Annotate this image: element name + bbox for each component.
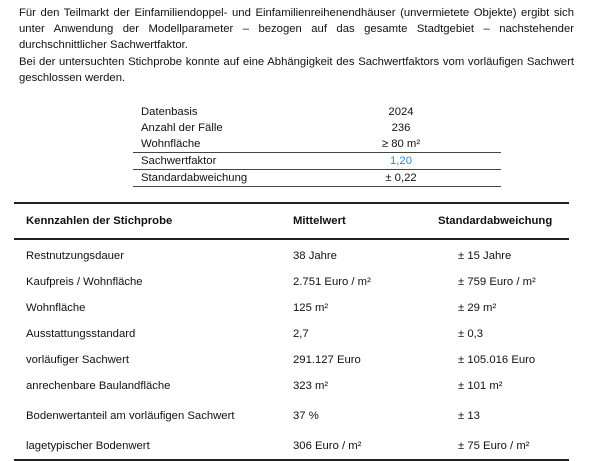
intro-text bbox=[19, 5, 574, 86]
summary-value: 236 bbox=[391, 122, 411, 134]
row-label: Ausstattungsstandard bbox=[26, 328, 136, 340]
row-sd: ± 29 m² bbox=[458, 302, 497, 314]
intro-paragraph-2: Bei der untersuchten Stichprobe konnte auf eine Abhängigkeit des Sachwertfaktors vom vorläufigen Sachwert geschlossen werden. bbox=[19, 55, 574, 84]
row-label: Bodenwertanteil am vorläufigen Sachwert bbox=[26, 410, 235, 422]
stats-table bbox=[14, 202, 569, 461]
table-row bbox=[14, 373, 569, 399]
row-sd: ± 105.016 Euro bbox=[458, 354, 536, 366]
table-row bbox=[14, 399, 569, 433]
summary-value: ≥ 80 m² bbox=[293, 136, 501, 153]
table-row bbox=[14, 433, 569, 460]
row-mean: 2.751 Euro / m² bbox=[293, 276, 371, 288]
row-label: Wohnfläche bbox=[26, 302, 86, 314]
row-mean: 291.127 Euro bbox=[293, 354, 361, 366]
header-kennzahlen: Kennzahlen der Stichprobe bbox=[14, 203, 245, 239]
row-sd: ± 13 bbox=[458, 410, 480, 422]
row-sd: ± 75 Euro / m² bbox=[413, 433, 569, 460]
summary-row-standardabweichung bbox=[133, 170, 501, 187]
row-label: Restnutzungsdauer bbox=[26, 250, 124, 262]
row-label: vorläufiger Sachwert bbox=[26, 354, 129, 366]
table-row bbox=[14, 295, 569, 321]
row-label: anrechenbare Baulandfläche bbox=[26, 380, 171, 392]
summary-label: Anzahl der Fälle bbox=[141, 122, 223, 134]
summary-value: 2024 bbox=[388, 106, 414, 118]
summary-label: Wohnfläche bbox=[133, 136, 293, 153]
summary-label: Standardabweichung bbox=[133, 170, 293, 187]
summary-row-anzahl bbox=[133, 120, 501, 136]
table-row bbox=[14, 347, 569, 373]
row-mean: 2,7 bbox=[293, 328, 309, 340]
row-mean: 125 m² bbox=[293, 302, 329, 314]
table-row bbox=[14, 321, 569, 347]
table-row bbox=[14, 239, 569, 269]
summary-row-wohnflaeche bbox=[133, 136, 501, 153]
summary-label: Datenbasis bbox=[141, 106, 198, 118]
table-row bbox=[14, 269, 569, 295]
row-mean: 38 Jahre bbox=[293, 250, 337, 262]
stats-header-row bbox=[14, 203, 569, 239]
summary-table bbox=[133, 104, 501, 187]
row-sd: ± 759 Euro / m² bbox=[458, 276, 536, 288]
summary-row-sachwertfaktor bbox=[133, 153, 501, 170]
row-label: Kaufpreis / Wohnfläche bbox=[26, 276, 143, 288]
summary-value: ± 0,22 bbox=[293, 170, 501, 187]
summary-row-datenbasis bbox=[133, 104, 501, 120]
row-sd: ± 101 m² bbox=[458, 380, 503, 392]
row-sd: ± 0,3 bbox=[458, 328, 484, 340]
row-mean: 37 % bbox=[293, 410, 319, 422]
intro-paragraph-1: Für den Teilmarkt der Einfamiliendoppel- und Einfamilienreihenendhäuser (unvermietete Objekte) ergibt sich unter Anwendung der Modellparameter – bezogen auf das gesamte Stadtgebiet – nachstehender durchschnittlicher Sachwertfaktor. bbox=[19, 7, 574, 52]
summary-label: Sachwertfaktor bbox=[133, 153, 293, 170]
header-mittelwert: Mittelwert bbox=[245, 203, 413, 239]
row-sd: ± 15 Jahre bbox=[458, 250, 512, 262]
row-mean: 306 Euro / m² bbox=[245, 433, 413, 460]
row-mean: 323 m² bbox=[293, 380, 329, 392]
header-standardabweichung: Standardabweichung bbox=[413, 203, 569, 239]
sachwertfaktor-value: 1,20 bbox=[293, 153, 501, 170]
row-label: lagetypischer Bodenwert bbox=[14, 433, 245, 460]
